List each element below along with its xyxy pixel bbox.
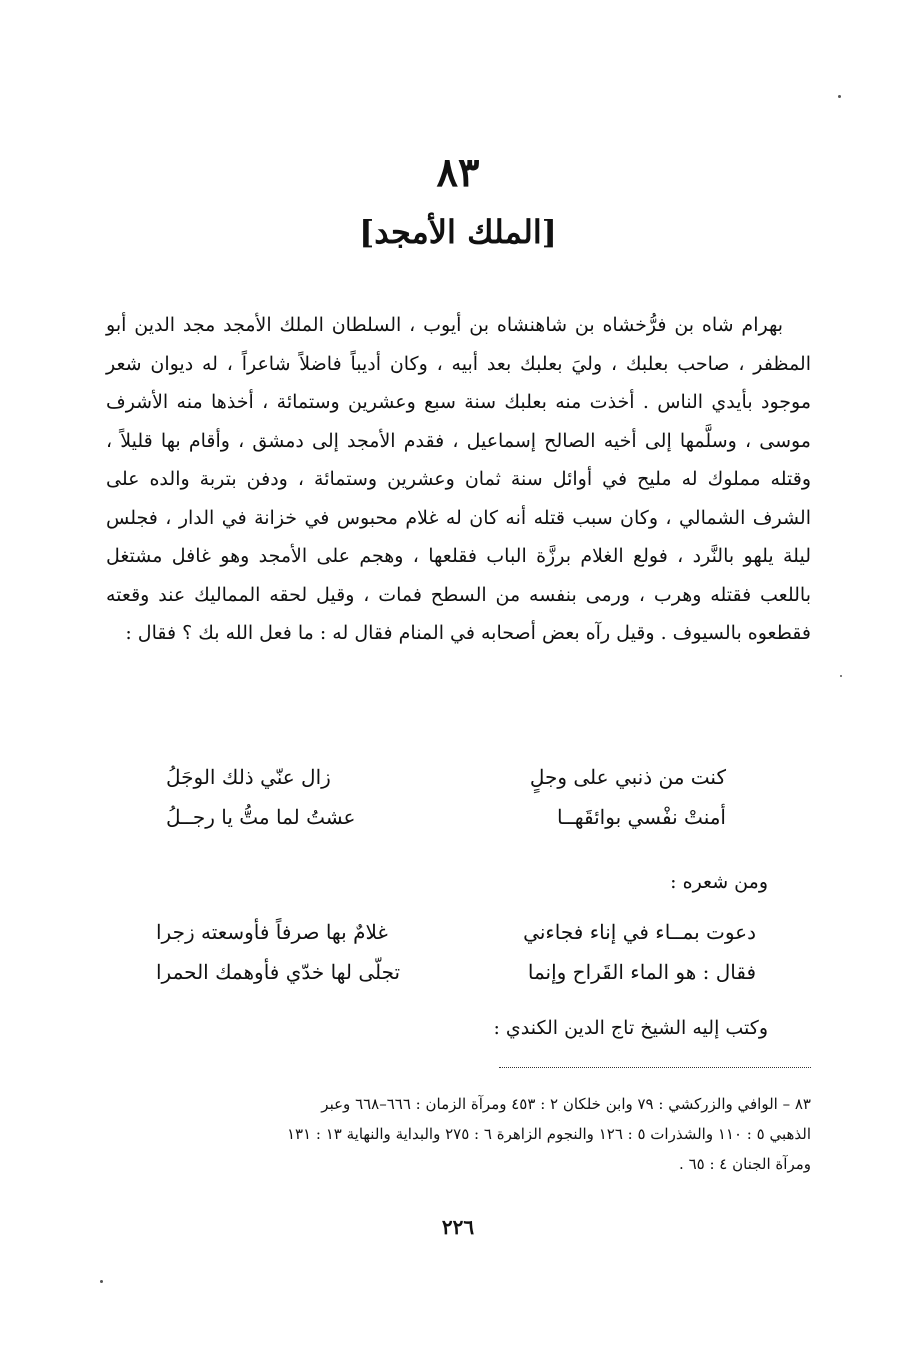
poem-2	[156, 912, 756, 992]
hemistich-first: أمنتْ نفْسي بوائقَهــا	[556, 805, 726, 829]
hemistich-first: دعوت بمــاء في إناء فجاءني	[523, 920, 756, 944]
footnote-line: ومرآة الجنان ٤ : ٦٥ .	[679, 1155, 811, 1173]
poem-2-line-1	[156, 912, 756, 952]
hemistich-second: تجلّى لها خدّي فأوهمك الحمرا	[156, 960, 401, 984]
poem-1-line-2	[166, 797, 726, 837]
next-poem-intro: وكتب إليه الشيخ تاج الدين الكندي :	[493, 1017, 768, 1039]
footnote	[106, 1089, 811, 1179]
hemistich-second: غلامٌ بها صرفاً فأوسعته زجرا	[156, 920, 388, 944]
biography-paragraph: بهرام شاه بن فرُّخشاه بن شاهنشاه بن أيوب ، السلطان الملك الأمجد مجد الدين أبو المظفر ، صاحب بعلبك ، وليَ بعلبك بعد أبيه ، وكان أديباً فاضلاً شاعراً ، له ديوان شعر موجود بأيدي الناس . أخذت منه بعلبك سنة سبع وعشرين وستمائة ، أخذها منه الأشرف موسى ، وسلَّمها إلى أخيه الصالح إسماعيل ، فقدم الأمجد إلى دمشق ، وأقام بها قليلاً ، وقتله مملوك له مليح في أوائل سنة ثمان وعشرين وستمائة ، ودفن بتربة والده على الشرف الشمالي ، وكان سبب قتله أنه كان له غلام محبوس في خزانة في الدار ، فجلس ليلة يلهو بالنَّرد ، فولع الغلام برزَّة الباب فقلعها ، وهجم على الأمجد وهو غافل مشتغل باللعب فقتله وهرب ، ورمى بنفسه من السطح فمات ، وقيل لحقه المماليك عند وقعته فقطعوه بالسيوف . وقيل رآه بعض أصحابه في المنام فقال له : ما فعل الله بك ؟ فقال :	[106, 314, 811, 644]
scan-speck	[100, 1280, 103, 1283]
poem-1	[166, 757, 726, 837]
biography-text	[106, 306, 811, 653]
scan-speck	[838, 95, 841, 98]
entry-number: ٨٣	[436, 149, 480, 196]
hemistich-second: زال عنّي ذلك الوجَلُ	[166, 765, 331, 789]
poem-1-line-1	[166, 757, 726, 797]
entry-title: [الملك الأمجد]	[359, 213, 557, 251]
footnote-line: الذهبي ٥ : ١١٠ والشذرات ٥ : ١٢٦ والنجوم الزاهرة ٦ : ٢٧٥ والبداية والنهاية ١٣ : ١٣١	[286, 1125, 811, 1143]
hemistich-first: كنت من ذنبي على وجلٍ	[529, 765, 726, 789]
hemistich-second: عشتُ لما متُّ يا رجــلُ	[166, 805, 356, 829]
poem-2-line-2	[156, 952, 756, 992]
footnote-line: ٨٣ – الوافي والزركشي : ٧٩ وابن خلكان ٢ : ٤٥٣ ومرآة الزمان : ٦٦٦–٦٦٨ وعبر	[321, 1095, 811, 1113]
poem-2-intro: ومن شعره :	[670, 871, 768, 893]
scan-speck	[840, 675, 842, 677]
footnote-separator	[499, 1067, 811, 1068]
hemistich-first: فقال : هو الماء القَراح وإنما	[527, 960, 756, 984]
page-number: ٢٢٦	[441, 1215, 475, 1239]
